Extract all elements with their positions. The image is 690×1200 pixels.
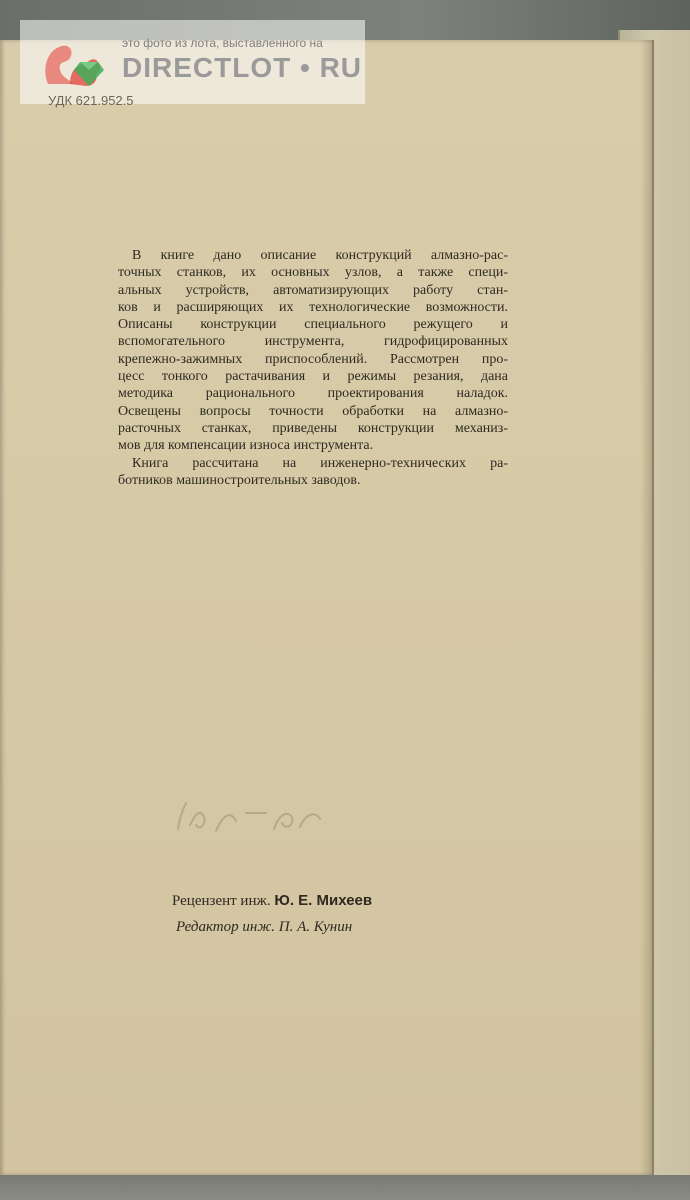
reviewer-line bbox=[172, 892, 372, 910]
abstract-line: методика рационального проектирования наладок. bbox=[118, 386, 508, 402]
abstract-line: Описаны конструкции специального режущего и bbox=[118, 317, 508, 333]
squirrel-logo-icon bbox=[40, 40, 110, 92]
abstract-line: крепежно-зажимных приспособлений. Рассмотрен про- bbox=[118, 351, 508, 367]
editor-line: Редактор инж. П. А. Кунин bbox=[176, 919, 353, 935]
reviewer-label: Рецензент инж. bbox=[172, 893, 271, 909]
abstract-line: Книга рассчитана на инженерно-технических ра- bbox=[132, 455, 508, 471]
abstract-text bbox=[118, 247, 508, 489]
abstract-line: В книге дано описание конструкций алмазно-рас- bbox=[132, 248, 508, 263]
page-fold-shadow bbox=[640, 40, 654, 1175]
abstract-line: мов для компенсации износа инструмента. bbox=[118, 438, 374, 454]
table-surface bbox=[0, 1175, 690, 1200]
abstract-line: расточных станках, приведены конструкции механиз- bbox=[118, 420, 508, 436]
abstract-line: вспомогательного инструмента, гидрофицированных bbox=[118, 334, 508, 350]
watermark-brand: DIRECTLOT • RU bbox=[122, 52, 363, 83]
abstract-line: Освещены вопросы точности обработки на алмазно- bbox=[118, 403, 508, 419]
reviewer-name: Ю. Е. Михеев bbox=[274, 892, 373, 909]
abstract-line: ков и расширяющих их технологические возможности. bbox=[118, 299, 508, 315]
abstract-line: точных станков, их основных узлов, а также специ- bbox=[118, 265, 508, 281]
abstract-line: цесс тонкого растачивания и режимы резания, дана bbox=[118, 369, 508, 385]
book-page bbox=[0, 40, 654, 1175]
watermark-caption: это фото из лота, выставленного на bbox=[122, 36, 323, 50]
abstract-line: альных устройств, автоматизирующих работу стан- bbox=[118, 282, 508, 298]
pencil-mark-icon bbox=[170, 795, 330, 845]
abstract-line: ботников машиностроительных заводов. bbox=[118, 472, 361, 488]
udk-code: УДК 621.952.5 bbox=[48, 93, 134, 108]
